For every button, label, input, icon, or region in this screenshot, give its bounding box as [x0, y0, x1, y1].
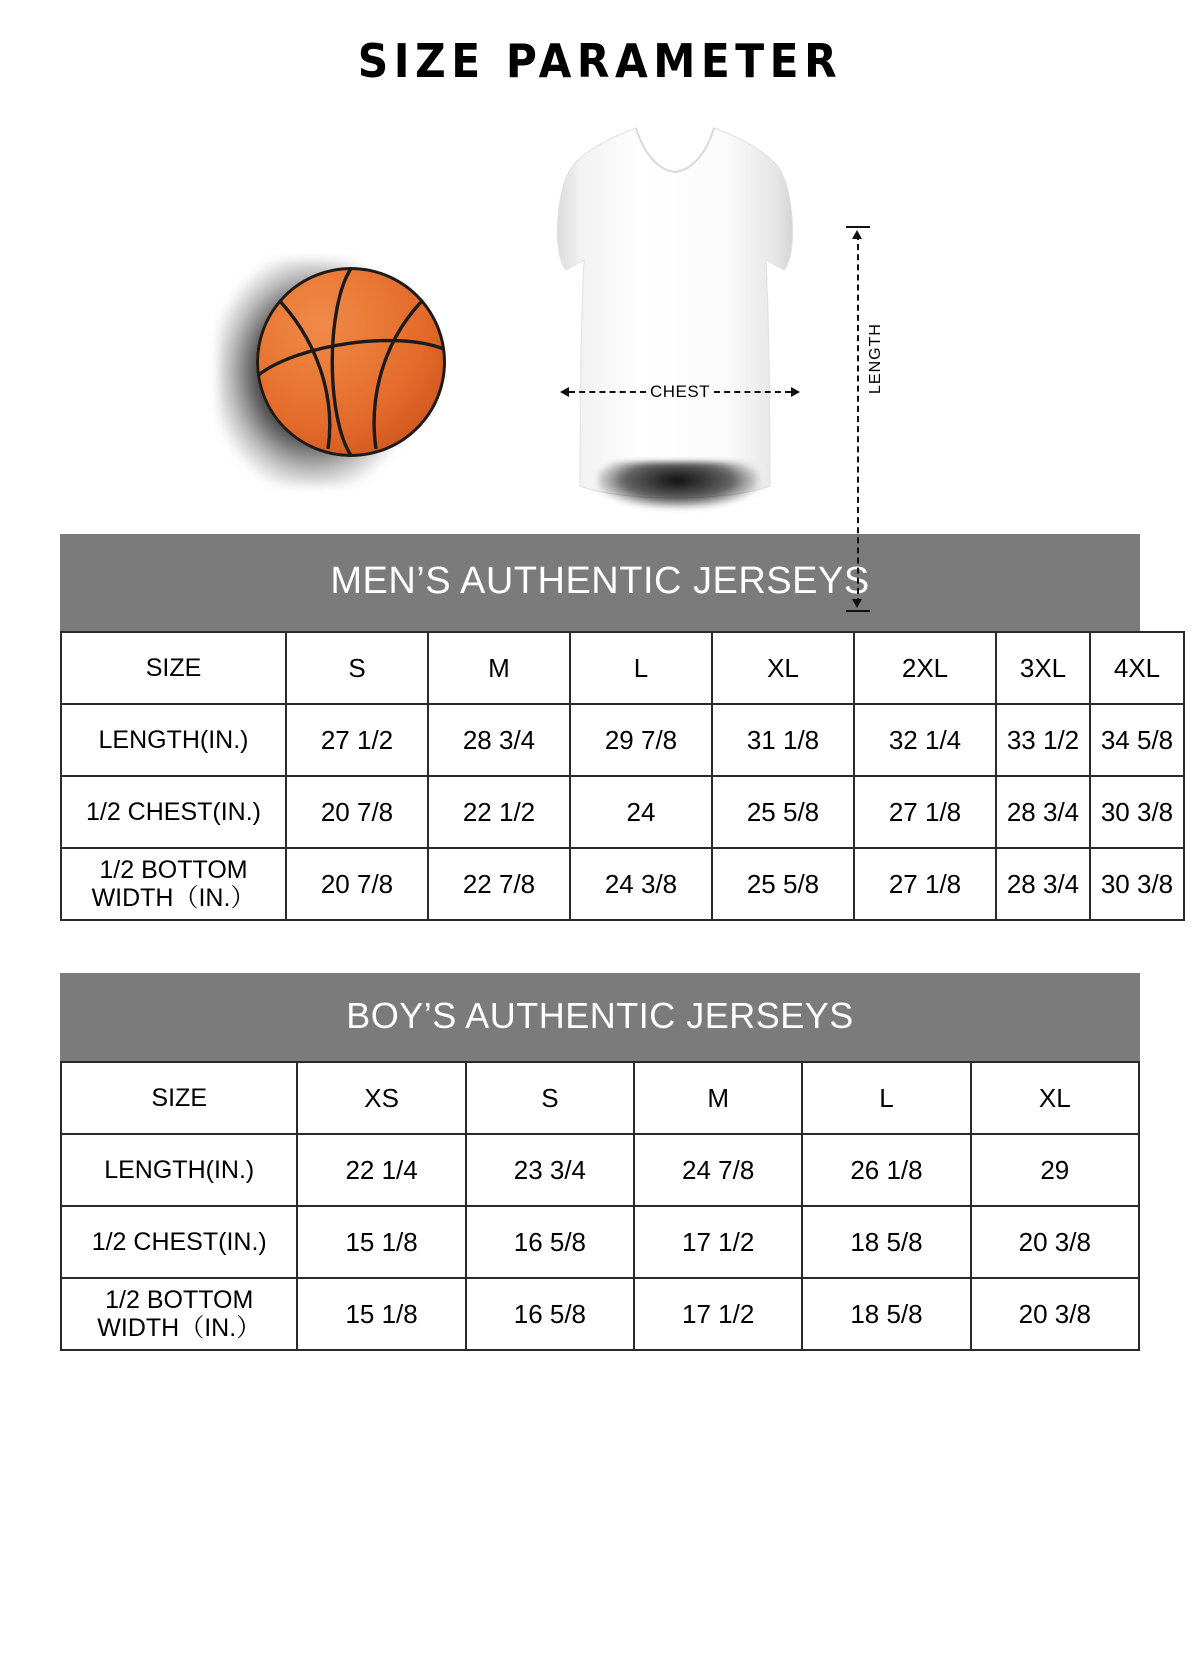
boy-row-chest-label: 1/2 CHEST(IN.) [61, 1206, 297, 1278]
boy-chest-xl: 20 3/8 [971, 1206, 1139, 1278]
table-row-header [61, 1062, 1139, 1134]
men-bottom-l: 24 3/8 [570, 848, 712, 920]
boys-size-table [60, 1061, 1140, 1351]
men-chest-2xl: 27 1/8 [854, 776, 996, 848]
boy-chest-l: 18 5/8 [802, 1206, 970, 1278]
men-bottom-xl: 25 5/8 [712, 848, 854, 920]
boy-bottom-xs: 15 1/8 [297, 1278, 465, 1350]
boy-length-xs: 22 1/4 [297, 1134, 465, 1206]
chest-arrow-left [560, 387, 569, 397]
boy-length-l: 26 1/8 [802, 1134, 970, 1206]
chest-label: CHEST [649, 382, 711, 401]
boys-table-heading: BOY’S AUTHENTIC JERSEYS [60, 973, 1140, 1061]
men-col-l: L [570, 632, 712, 704]
men-chest-3xl: 28 3/4 [996, 776, 1090, 848]
boy-row-bottom-width-line1: 1/2 BOTTOM [105, 1285, 254, 1314]
chest-arrow-right [791, 387, 800, 397]
boy-bottom-s: 16 5/8 [466, 1278, 634, 1350]
men-row-bottom-width-line2: WIDTH（IN.） [91, 884, 256, 912]
men-col-2xl: 2XL [854, 632, 996, 704]
men-chest-4xl: 30 3/8 [1090, 776, 1184, 848]
basketball-illustration [212, 250, 472, 510]
men-bottom-s: 20 7/8 [286, 848, 428, 920]
chest-dash-left [569, 391, 646, 393]
men-length-s: 27 1/2 [286, 704, 428, 776]
men-bottom-2xl: 27 1/8 [854, 848, 996, 920]
length-cap-bottom [846, 610, 870, 612]
table-row [61, 1134, 1139, 1206]
men-col-4xl: 4XL [1090, 632, 1184, 704]
men-row-bottom-width-label [61, 848, 286, 920]
boy-length-s: 23 3/4 [466, 1134, 634, 1206]
table-row [61, 848, 1184, 920]
boy-row-length-label: LENGTH(IN.) [61, 1134, 297, 1206]
table-row [61, 1278, 1139, 1350]
boy-col-xl: XL [971, 1062, 1139, 1134]
length-label: LENGTH [863, 323, 889, 394]
boy-col-size: SIZE [61, 1062, 297, 1134]
boy-chest-s: 16 5/8 [466, 1206, 634, 1278]
page-title: SIZE PARAMETER [357, 34, 843, 88]
men-chest-xl: 25 5/8 [712, 776, 854, 848]
men-bottom-4xl: 30 3/8 [1090, 848, 1184, 920]
men-row-chest-label: 1/2 CHEST(IN.) [61, 776, 286, 848]
length-cap-top [846, 226, 870, 228]
table-row [61, 776, 1184, 848]
men-length-4xl: 34 5/8 [1090, 704, 1184, 776]
boys-size-table-block [60, 973, 1140, 1351]
mens-table-heading: MEN’S AUTHENTIC JERSEYS [60, 534, 1140, 631]
boy-length-m: 24 7/8 [634, 1134, 802, 1206]
men-bottom-m: 22 7/8 [428, 848, 570, 920]
jersey-illustration [540, 110, 810, 510]
jersey-shadow [598, 462, 758, 508]
men-col-s: S [286, 632, 428, 704]
men-col-xl: XL [712, 632, 854, 704]
mens-size-table-block [60, 534, 1174, 921]
men-row-bottom-width-line1: 1/2 BOTTOM [99, 855, 248, 884]
men-col-size: SIZE [61, 632, 286, 704]
boy-chest-xs: 15 1/8 [297, 1206, 465, 1278]
men-chest-m: 22 1/2 [428, 776, 570, 848]
men-bottom-3xl: 28 3/4 [996, 848, 1090, 920]
basketball-seams [256, 267, 446, 457]
boy-chest-m: 17 1/2 [634, 1206, 802, 1278]
jersey-icon [540, 110, 810, 510]
table-row [61, 704, 1184, 776]
boy-col-m: M [634, 1062, 802, 1134]
boy-bottom-m: 17 1/2 [634, 1278, 802, 1350]
mens-size-table [60, 631, 1185, 921]
length-dash [857, 234, 859, 604]
boy-col-s: S [466, 1062, 634, 1134]
length-arrow-down [852, 599, 862, 608]
boy-col-l: L [802, 1062, 970, 1134]
basketball-icon [256, 267, 446, 457]
men-col-3xl: 3XL [996, 632, 1090, 704]
men-length-l: 29 7/8 [570, 704, 712, 776]
men-length-xl: 31 1/8 [712, 704, 854, 776]
table-row [61, 1206, 1139, 1278]
men-length-2xl: 32 1/4 [854, 704, 996, 776]
men-chest-l: 24 [570, 776, 712, 848]
men-length-m: 28 3/4 [428, 704, 570, 776]
measurement-diagram [0, 100, 1200, 530]
length-measurement-line [846, 226, 886, 612]
boy-bottom-l: 18 5/8 [802, 1278, 970, 1350]
men-row-length-label: LENGTH(IN.) [61, 704, 286, 776]
men-chest-s: 20 7/8 [286, 776, 428, 848]
boy-length-xl: 29 [971, 1134, 1139, 1206]
men-length-3xl: 33 1/2 [996, 704, 1090, 776]
boy-bottom-xl: 20 3/8 [971, 1278, 1139, 1350]
table-row-header [61, 632, 1184, 704]
boy-row-bottom-width-label [61, 1278, 297, 1350]
men-col-m: M [428, 632, 570, 704]
chest-dash-right [714, 391, 791, 393]
length-arrow-up [852, 230, 862, 239]
boy-col-xs: XS [297, 1062, 465, 1134]
chest-measurement-line [560, 382, 800, 402]
boy-row-bottom-width-line2: WIDTH（IN.） [97, 1314, 262, 1342]
